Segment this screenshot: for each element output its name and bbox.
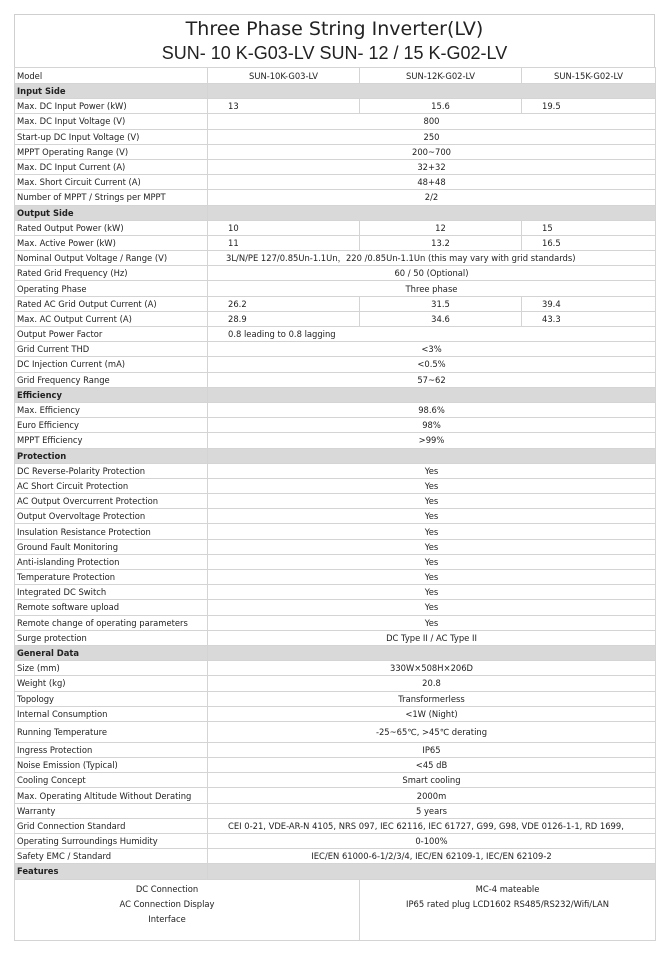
spec-value: <1W (Night) bbox=[208, 706, 656, 721]
spec-label: Operating Surroundings Humidity bbox=[15, 834, 208, 849]
spec-value: 0-100% bbox=[208, 834, 656, 849]
spec-label: Integrated DC Switch bbox=[15, 585, 208, 600]
spec-row bbox=[15, 788, 656, 803]
spec-label: AC Output Overcurrent Protection bbox=[15, 494, 208, 509]
feature-value: MC-4 mateable bbox=[475, 883, 540, 894]
spec-value: 20.8 bbox=[208, 676, 656, 691]
features-values bbox=[360, 879, 656, 940]
model-subtitle: SUN- 10 K-G03-LV SUN- 12 / 15 K-G02-LV bbox=[161, 43, 508, 63]
spec-value: Three phase bbox=[208, 281, 656, 296]
spec-value: <3% bbox=[208, 342, 656, 357]
spec-value: Yes bbox=[208, 539, 656, 554]
section-general-data bbox=[15, 645, 656, 660]
spec-label: Ingress Protection bbox=[15, 742, 208, 757]
spec-sheet bbox=[14, 14, 655, 941]
spec-row bbox=[15, 357, 656, 372]
spec-value: 330W×508H×206D bbox=[208, 661, 656, 676]
spec-value: -25~65℃, >45℃ derating bbox=[208, 721, 656, 742]
spec-label: MPPT Efficiency bbox=[15, 433, 208, 448]
spec-label: Ground Fault Monitoring bbox=[15, 539, 208, 554]
spec-label: Number of MPPT / Strings per MPPT bbox=[15, 190, 208, 205]
spec-value: IP65 bbox=[208, 742, 656, 757]
spec-value-12k: 31.5 bbox=[360, 296, 522, 311]
spec-label: Weight (kg) bbox=[15, 676, 208, 691]
section-protection bbox=[15, 448, 656, 463]
spec-value: 0.8 leading to 0.8 lagging bbox=[208, 327, 656, 342]
section-features bbox=[15, 864, 656, 879]
spec-value: 200~700 bbox=[208, 144, 656, 159]
spec-value: 98.6% bbox=[208, 402, 656, 417]
features-row bbox=[15, 879, 656, 940]
features-labels bbox=[15, 879, 360, 940]
spec-row bbox=[15, 144, 656, 159]
spec-row bbox=[15, 266, 656, 281]
spec-row bbox=[15, 691, 656, 706]
spec-label: Running Temperature bbox=[15, 721, 208, 742]
spec-value-10k: 26.2 bbox=[208, 296, 360, 311]
spec-value: Yes bbox=[208, 509, 656, 524]
spec-row bbox=[15, 311, 656, 326]
spec-row bbox=[15, 570, 656, 585]
spec-value: 5 years bbox=[208, 803, 656, 818]
spec-row bbox=[15, 463, 656, 478]
spec-row bbox=[15, 129, 656, 144]
model-15k: SUN-15K-G02-LV bbox=[522, 68, 656, 84]
spec-label: Remote change of operating parameters bbox=[15, 615, 208, 630]
spec-value: IEC/EN 61000-6-1/2/3/4, IEC/EN 62109-1, IEC/EN 62109-2 bbox=[208, 849, 656, 864]
section-title: Efficiency bbox=[15, 387, 208, 402]
spec-value: <45 dB bbox=[208, 758, 656, 773]
spec-label: Topology bbox=[15, 691, 208, 706]
spec-value: 2000m bbox=[208, 788, 656, 803]
spec-row bbox=[15, 418, 656, 433]
spec-row bbox=[15, 478, 656, 493]
spec-row bbox=[15, 251, 656, 266]
spec-value: Yes bbox=[208, 494, 656, 509]
title-block bbox=[14, 14, 655, 67]
spec-label: Cooling Concept bbox=[15, 773, 208, 788]
spec-value: Yes bbox=[208, 554, 656, 569]
spec-value: Yes bbox=[208, 524, 656, 539]
spec-label: Temperature Protection bbox=[15, 570, 208, 585]
spec-value: 60 / 50 (Optional) bbox=[208, 266, 656, 281]
spec-row bbox=[15, 849, 656, 864]
spec-row bbox=[15, 509, 656, 524]
feature-label: DC Connection bbox=[135, 883, 199, 894]
spec-value-12k: 12 bbox=[360, 220, 522, 235]
spec-row bbox=[15, 175, 656, 190]
spec-value-15k: 15 bbox=[522, 220, 656, 235]
section-title: Output Side bbox=[15, 205, 208, 220]
spec-label: Rated Output Power (kW) bbox=[15, 220, 208, 235]
spec-row bbox=[15, 676, 656, 691]
spec-label: Output Power Factor bbox=[15, 327, 208, 342]
spec-row bbox=[15, 114, 656, 129]
spec-label: Nominal Output Voltage / Range (V) bbox=[15, 251, 208, 266]
spec-row bbox=[15, 615, 656, 630]
spec-value-10k: 13 bbox=[208, 99, 360, 114]
spec-value: Transformerless bbox=[208, 691, 656, 706]
spec-label: Grid Frequency Range bbox=[15, 372, 208, 387]
feature-value: IP65 rated plug LCD1602 RS485/RS232/Wifi/LAN bbox=[406, 898, 609, 909]
spec-label: Euro Efficiency bbox=[15, 418, 208, 433]
spec-label: Surge protection bbox=[15, 630, 208, 645]
spec-value-15k: 19.5 bbox=[522, 99, 656, 114]
spec-row bbox=[15, 524, 656, 539]
spec-value: 250 bbox=[208, 129, 656, 144]
spec-row bbox=[15, 630, 656, 645]
spec-value: 3L/N/PE 127/0.85Un-1.1Un，220 /0.85Un-1.1Un (this may vary with grid standards) bbox=[208, 251, 656, 266]
spec-row bbox=[15, 281, 656, 296]
spec-row bbox=[15, 296, 656, 311]
spec-row bbox=[15, 539, 656, 554]
spec-value-10k: 11 bbox=[208, 235, 360, 250]
spec-row bbox=[15, 706, 656, 721]
spec-value-10k: 28.9 bbox=[208, 311, 360, 326]
spec-label: Noise Emission (Typical) bbox=[15, 758, 208, 773]
spec-label: Max. Efficiency bbox=[15, 402, 208, 417]
spec-value: Smart cooling bbox=[208, 773, 656, 788]
section-title: Features bbox=[15, 864, 208, 879]
spec-value: DC Type II / AC Type II bbox=[208, 630, 656, 645]
spec-label: Max. Active Power (kW) bbox=[15, 235, 208, 250]
spec-row bbox=[15, 402, 656, 417]
spec-label: Anti-islanding Protection bbox=[15, 554, 208, 569]
spec-label: AC Short Circuit Protection bbox=[15, 478, 208, 493]
spec-label: Warranty bbox=[15, 803, 208, 818]
spec-row bbox=[15, 803, 656, 818]
spec-label: Rated AC Grid Output Current (A) bbox=[15, 296, 208, 311]
spec-value: Yes bbox=[208, 570, 656, 585]
spec-label: Output Overvoltage Protection bbox=[15, 509, 208, 524]
spec-value: >99% bbox=[208, 433, 656, 448]
spec-value: 98% bbox=[208, 418, 656, 433]
spec-row bbox=[15, 742, 656, 757]
spec-label: Max. Operating Altitude Without Derating bbox=[15, 788, 208, 803]
spec-value-12k: 13.2 bbox=[360, 235, 522, 250]
spec-label: Insulation Resistance Protection bbox=[15, 524, 208, 539]
spec-row bbox=[15, 99, 656, 114]
model-header-row bbox=[15, 68, 656, 84]
spec-row bbox=[15, 600, 656, 615]
section-title: Input Side bbox=[15, 84, 208, 99]
section-title: General Data bbox=[15, 645, 208, 660]
spec-label: Max. Short Circuit Current (A) bbox=[15, 175, 208, 190]
spec-table bbox=[14, 67, 656, 941]
spec-row bbox=[15, 220, 656, 235]
spec-label: Start-up DC Input Voltage (V) bbox=[15, 129, 208, 144]
spec-value: 48+48 bbox=[208, 175, 656, 190]
spec-row bbox=[15, 818, 656, 833]
spec-label: Safety EMC / Standard bbox=[15, 849, 208, 864]
spec-label: MPPT Operating Range (V) bbox=[15, 144, 208, 159]
spec-row bbox=[15, 372, 656, 387]
spec-row bbox=[15, 494, 656, 509]
feature-label: Interface bbox=[148, 913, 186, 924]
spec-value-15k: 16.5 bbox=[522, 235, 656, 250]
spec-row bbox=[15, 773, 656, 788]
spec-value: 32+32 bbox=[208, 159, 656, 174]
spec-value: Yes bbox=[208, 600, 656, 615]
spec-label: Grid Current THD bbox=[15, 342, 208, 357]
spec-value: Yes bbox=[208, 615, 656, 630]
spec-label: Max. AC Output Current (A) bbox=[15, 311, 208, 326]
section-title: Protection bbox=[15, 448, 208, 463]
spec-row bbox=[15, 554, 656, 569]
spec-value: 800 bbox=[208, 114, 656, 129]
spec-value-15k: 43.3 bbox=[522, 311, 656, 326]
section-input-side bbox=[15, 84, 656, 99]
spec-row bbox=[15, 327, 656, 342]
spec-value: Yes bbox=[208, 463, 656, 478]
spec-label: Max. DC Input Power (kW) bbox=[15, 99, 208, 114]
spec-label: Size (mm) bbox=[15, 661, 208, 676]
spec-value: Yes bbox=[208, 478, 656, 493]
spec-value-12k: 15.6 bbox=[360, 99, 522, 114]
spec-value-12k: 34.6 bbox=[360, 311, 522, 326]
spec-label: DC Reverse-Polarity Protection bbox=[15, 463, 208, 478]
feature-label: AC Connection Display bbox=[119, 898, 215, 909]
spec-value-15k: 39.4 bbox=[522, 296, 656, 311]
spec-label: Rated Grid Frequency (Hz) bbox=[15, 266, 208, 281]
spec-label: Operating Phase bbox=[15, 281, 208, 296]
spec-row bbox=[15, 721, 656, 742]
spec-row bbox=[15, 433, 656, 448]
spec-row bbox=[15, 661, 656, 676]
spec-row bbox=[15, 190, 656, 205]
spec-row bbox=[15, 235, 656, 250]
spec-row bbox=[15, 342, 656, 357]
spec-label: DC Injection Current (mA) bbox=[15, 357, 208, 372]
spec-value: CEI 0-21, VDE-AR-N 4105, NRS 097, IEC 62116, IEC 61727, G99, G98, VDE 0126-1-1, RD 1699, bbox=[208, 818, 656, 833]
section-output-side bbox=[15, 205, 656, 220]
spec-label: Max. DC Input Voltage (V) bbox=[15, 114, 208, 129]
spec-row bbox=[15, 834, 656, 849]
spec-label: Max. DC Input Current (A) bbox=[15, 159, 208, 174]
spec-value: Yes bbox=[208, 585, 656, 600]
spec-value-10k: 10 bbox=[208, 220, 360, 235]
section-efficiency bbox=[15, 387, 656, 402]
model-12k: SUN-12K-G02-LV bbox=[360, 68, 522, 84]
spec-value: 2/2 bbox=[208, 190, 656, 205]
spec-value: 57~62 bbox=[208, 372, 656, 387]
spec-label: Grid Connection Standard bbox=[15, 818, 208, 833]
spec-label: Remote software upload bbox=[15, 600, 208, 615]
model-10k: SUN-10K-G03-LV bbox=[208, 68, 360, 84]
spec-label: Internal Consumption bbox=[15, 706, 208, 721]
model-label: Model bbox=[15, 68, 208, 84]
spec-row bbox=[15, 585, 656, 600]
spec-row bbox=[15, 159, 656, 174]
spec-row bbox=[15, 758, 656, 773]
document-title: Three Phase String Inverter(LV) bbox=[185, 18, 484, 40]
spec-value: <0.5% bbox=[208, 357, 656, 372]
